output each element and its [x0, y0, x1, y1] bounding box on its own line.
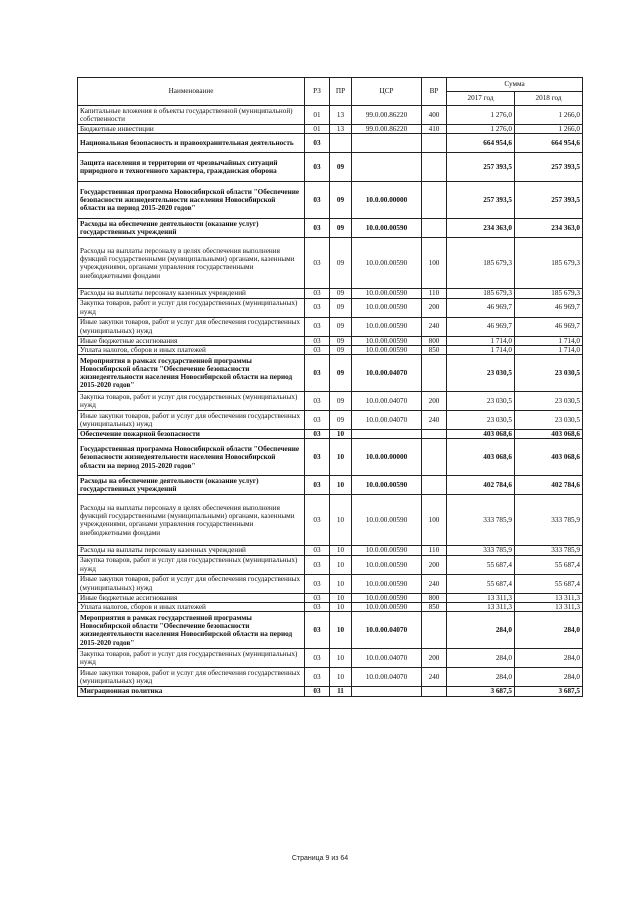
table-row: [78, 574, 583, 593]
row-vr: [422, 182, 447, 219]
row-sum-2018: 55 687,4: [515, 555, 583, 574]
row-sum-2018: 664 954,6: [515, 134, 583, 153]
row-name: Иные закупки товаров, работ и услуг для обеспечения государственных (муниципальных) нужд: [78, 574, 305, 593]
row-vr: 200: [422, 298, 447, 317]
row-sum-2017: 185 679,3: [447, 289, 515, 298]
row-vr: [422, 476, 447, 495]
row-pr: 09: [330, 289, 352, 298]
row-rz: 03: [305, 430, 330, 439]
table-row: [78, 125, 583, 134]
table-row: [78, 476, 583, 495]
row-csr: 10.0.00.00590: [352, 219, 422, 238]
row-sum-2018: 403 068,6: [515, 439, 583, 476]
row-pr: 10: [330, 555, 352, 574]
row-pr: 10: [330, 649, 352, 668]
row-vr: [422, 439, 447, 476]
row-sum-2018: 402 784,6: [515, 476, 583, 495]
row-vr: 240: [422, 668, 447, 687]
row-pr: 09: [330, 355, 352, 392]
row-name: Закупка товаров, работ и услуг для государственных (муниципальных) нужд: [78, 555, 305, 574]
header-year-2017: 2017 год: [447, 92, 515, 106]
row-sum-2018: 46 969,7: [515, 298, 583, 317]
row-name: Государственная программа Новосибирской области "Обеспечение безопасности жизнедеятельности населения Новосибирской области на период 2015-2020 годов": [78, 439, 305, 476]
table-row: [78, 134, 583, 153]
row-pr: 09: [330, 392, 352, 411]
row-rz: 03: [305, 153, 330, 182]
row-rz: 03: [305, 182, 330, 219]
row-vr: 400: [422, 106, 447, 125]
row-pr: 09: [330, 219, 352, 238]
table-row: [78, 430, 583, 439]
row-csr: 10.0.00.04070: [352, 649, 422, 668]
row-pr: 13: [330, 106, 352, 125]
row-sum-2017: 402 784,6: [447, 476, 515, 495]
header-vr: ВР: [422, 78, 447, 106]
row-rz: 03: [305, 612, 330, 649]
row-csr: [352, 134, 422, 153]
row-pr: 09: [330, 153, 352, 182]
row-pr: 13: [330, 125, 352, 134]
row-vr: 200: [422, 392, 447, 411]
row-name: Расходы на выплаты персоналу казенных учреждений: [78, 546, 305, 555]
row-sum-2017: 257 393,5: [447, 182, 515, 219]
row-pr: 09: [330, 238, 352, 289]
table-row: [78, 602, 583, 611]
row-sum-2018: 1 266,0: [515, 106, 583, 125]
page-number: Страница 9 из 64: [291, 855, 349, 862]
row-csr: 10.0.00.00590: [352, 345, 422, 354]
row-name: Уплата налогов, сборов и иных платежей: [78, 602, 305, 611]
row-vr: 800: [422, 593, 447, 602]
row-name: Национальная безопасность и правоохранительная деятельность: [78, 134, 305, 153]
table-row: [78, 495, 583, 546]
table-row: [78, 546, 583, 555]
row-name: Обеспечение пожарной безопасности: [78, 430, 305, 439]
header-name: Наименование: [78, 78, 305, 106]
row-pr: 10: [330, 668, 352, 687]
row-csr: 10.0.00.00590: [352, 574, 422, 593]
table-row: [78, 153, 583, 182]
table-row: [78, 593, 583, 602]
row-sum-2018: 55 687,4: [515, 574, 583, 593]
row-rz: 03: [305, 602, 330, 611]
row-sum-2017: 1 714,0: [447, 336, 515, 345]
row-sum-2018: 1 266,0: [515, 125, 583, 134]
row-rz: 03: [305, 439, 330, 476]
row-sum-2017: 284,0: [447, 612, 515, 649]
row-name: Иные закупки товаров, работ и услуг для обеспечения государственных (муниципальных) нужд: [78, 411, 305, 430]
row-name: Расходы на выплаты персоналу в целях обеспечения выполнения функций государственными (муниципальными) органами, казенными учреждениями, органами управления государственными внебюджетными фондами: [78, 495, 305, 546]
row-sum-2017: 1 714,0: [447, 345, 515, 354]
row-name: Защита населения и территории от чрезвычайных ситуаций природного и техногенного характера, гражданская оборона: [78, 153, 305, 182]
row-rz: 03: [305, 574, 330, 593]
row-rz: 01: [305, 125, 330, 134]
table-row: [78, 317, 583, 336]
row-vr: 100: [422, 238, 447, 289]
row-rz: 03: [305, 555, 330, 574]
row-csr: 10.0.00.00590: [352, 546, 422, 555]
row-sum-2018: 185 679,3: [515, 238, 583, 289]
row-csr: 10.0.00.04070: [352, 392, 422, 411]
row-vr: 240: [422, 574, 447, 593]
row-pr: 10: [330, 476, 352, 495]
row-sum-2017: 3 687,5: [447, 687, 515, 696]
row-sum-2018: 257 393,5: [515, 182, 583, 219]
header-csr: ЦСР: [352, 78, 422, 106]
row-rz: 03: [305, 134, 330, 153]
row-name: Государственная программа Новосибирской области "Обеспечение безопасности жизнедеятельности населения Новосибирской области на период 2015-2020 годов": [78, 182, 305, 219]
row-vr: 100: [422, 495, 447, 546]
row-rz: 03: [305, 298, 330, 317]
row-name: Мероприятия в рамках государственной программы Новосибирской области "Обеспечение безопасности жизнедеятельности населения Новосибирской области на период 2015-2020 годов": [78, 355, 305, 392]
row-name: Расходы на обеспечение деятельности (оказание услуг) государственных учреждений: [78, 219, 305, 238]
row-sum-2018: 46 969,7: [515, 317, 583, 336]
row-vr: [422, 355, 447, 392]
row-csr: 10.0.00.00590: [352, 238, 422, 289]
row-sum-2017: 13 311,3: [447, 593, 515, 602]
row-pr: 09: [330, 336, 352, 345]
row-rz: 03: [305, 593, 330, 602]
row-pr: 09: [330, 182, 352, 219]
row-sum-2017: 257 393,5: [447, 153, 515, 182]
table-row: [78, 649, 583, 668]
row-pr: 10: [330, 430, 352, 439]
row-name: Капитальные вложения в объекты государственной (муниципальной) собственности: [78, 106, 305, 125]
row-rz: 03: [305, 238, 330, 289]
row-rz: 03: [305, 476, 330, 495]
row-sum-2017: 13 311,3: [447, 602, 515, 611]
row-vr: [422, 612, 447, 649]
row-vr: 410: [422, 125, 447, 134]
row-sum-2017: 55 687,4: [447, 555, 515, 574]
row-pr: 09: [330, 298, 352, 317]
table-row: [78, 298, 583, 317]
row-sum-2017: 403 068,6: [447, 439, 515, 476]
row-vr: [422, 687, 447, 696]
row-rz: 03: [305, 355, 330, 392]
row-name: Уплата налогов, сборов и иных платежей: [78, 345, 305, 354]
header-rz: РЗ: [305, 78, 330, 106]
budget-sheet: [77, 77, 582, 697]
row-name: Расходы на обеспечение деятельности (оказание услуг) государственных учреждений: [78, 476, 305, 495]
row-vr: 850: [422, 345, 447, 354]
row-pr: 10: [330, 495, 352, 546]
row-rz: 03: [305, 219, 330, 238]
row-csr: 10.0.00.04070: [352, 668, 422, 687]
row-pr: 09: [330, 411, 352, 430]
row-sum-2018: 1 714,0: [515, 345, 583, 354]
table-row: [78, 106, 583, 125]
row-sum-2018: 13 311,3: [515, 593, 583, 602]
row-name: Иные закупки товаров, работ и услуг для обеспечения государственных (муниципальных) нужд: [78, 668, 305, 687]
row-name: Миграционная политика: [78, 687, 305, 696]
table-header: [78, 78, 583, 106]
row-csr: 99.0.00.86220: [352, 125, 422, 134]
row-csr: 10.0.00.00590: [352, 555, 422, 574]
row-sum-2017: 1 276,0: [447, 125, 515, 134]
row-sum-2017: 333 785,9: [447, 495, 515, 546]
row-pr: 10: [330, 612, 352, 649]
row-csr: 10.0.00.00590: [352, 602, 422, 611]
table-row: [78, 182, 583, 219]
row-rz: 03: [305, 495, 330, 546]
budget-table: [77, 77, 583, 697]
row-pr: 09: [330, 345, 352, 354]
row-csr: 10.0.00.00590: [352, 593, 422, 602]
row-sum-2018: 13 311,3: [515, 602, 583, 611]
row-sum-2018: 23 030,5: [515, 355, 583, 392]
row-csr: 10.0.00.00590: [352, 298, 422, 317]
row-vr: 240: [422, 411, 447, 430]
row-sum-2017: 1 276,0: [447, 106, 515, 125]
row-sum-2018: 234 363,0: [515, 219, 583, 238]
row-name: Иные закупки товаров, работ и услуг для обеспечения государственных (муниципальных) нужд: [78, 317, 305, 336]
table-row: [78, 345, 583, 354]
row-sum-2017: 284,0: [447, 668, 515, 687]
row-vr: [422, 153, 447, 182]
row-pr: [330, 134, 352, 153]
table-row: [78, 555, 583, 574]
table-row: [78, 289, 583, 298]
row-csr: 10.0.00.00590: [352, 317, 422, 336]
row-vr: 110: [422, 546, 447, 555]
header-year-2018: 2018 год: [515, 92, 583, 106]
row-sum-2018: 23 030,5: [515, 392, 583, 411]
row-sum-2017: 46 969,7: [447, 317, 515, 336]
row-sum-2018: 284,0: [515, 649, 583, 668]
row-csr: 10.0.00.00590: [352, 289, 422, 298]
row-name: Закупка товаров, работ и услуг для государственных (муниципальных) нужд: [78, 649, 305, 668]
row-sum-2017: 333 785,9: [447, 546, 515, 555]
table-row: [78, 411, 583, 430]
row-name: Иные бюджетные ассигнования: [78, 593, 305, 602]
row-rz: 03: [305, 411, 330, 430]
table-row: [78, 238, 583, 289]
row-pr: 10: [330, 593, 352, 602]
row-name: Мероприятия в рамках государственной программы Новосибирской области "Обеспечение безопасности жизнедеятельности населения Новосибирской области на период 2015-2020 годов": [78, 612, 305, 649]
row-name: Расходы на выплаты персоналу в целях обеспечения выполнения функций государственными (муниципальными) органами, казенными учреждениями, органами управления государственными внебюджетными фондами: [78, 238, 305, 289]
row-rz: 03: [305, 317, 330, 336]
row-csr: 10.0.00.00000: [352, 439, 422, 476]
row-sum-2018: 333 785,9: [515, 495, 583, 546]
row-csr: 10.0.00.00590: [352, 476, 422, 495]
table-row: [78, 219, 583, 238]
row-rz: 03: [305, 649, 330, 668]
row-name: Расходы на выплаты персоналу казенных учреждений: [78, 289, 305, 298]
row-vr: [422, 219, 447, 238]
row-csr: [352, 430, 422, 439]
row-sum-2017: 46 969,7: [447, 298, 515, 317]
row-sum-2018: 333 785,9: [515, 546, 583, 555]
row-rz: 03: [305, 668, 330, 687]
row-sum-2017: 23 030,5: [447, 355, 515, 392]
row-sum-2018: 257 393,5: [515, 153, 583, 182]
row-pr: 11: [330, 687, 352, 696]
table-row: [78, 687, 583, 696]
table-body: [78, 106, 583, 697]
row-sum-2017: 234 363,0: [447, 219, 515, 238]
row-sum-2018: 284,0: [515, 612, 583, 649]
table-row: [78, 392, 583, 411]
row-vr: [422, 134, 447, 153]
row-rz: 03: [305, 687, 330, 696]
table-row: [78, 668, 583, 687]
row-csr: 10.0.00.04070: [352, 355, 422, 392]
row-csr: 10.0.00.00590: [352, 336, 422, 345]
row-name: Иные бюджетные ассигнования: [78, 336, 305, 345]
row-pr: 10: [330, 602, 352, 611]
row-rz: 03: [305, 392, 330, 411]
row-name: Закупка товаров, работ и услуг для государственных (муниципальных) нужд: [78, 298, 305, 317]
table-row: [78, 336, 583, 345]
row-sum-2018: 23 030,5: [515, 411, 583, 430]
row-name: Бюджетные инвестиции: [78, 125, 305, 134]
row-vr: 110: [422, 289, 447, 298]
row-pr: 10: [330, 546, 352, 555]
table-row: [78, 439, 583, 476]
table-row: [78, 355, 583, 392]
row-sum-2018: 1 714,0: [515, 336, 583, 345]
row-rz: 03: [305, 336, 330, 345]
row-sum-2017: 664 954,6: [447, 134, 515, 153]
header-pr: ПР: [330, 78, 352, 106]
table-row: [78, 612, 583, 649]
row-vr: 850: [422, 602, 447, 611]
row-vr: 200: [422, 649, 447, 668]
row-name: Закупка товаров, работ и услуг для государственных (муниципальных) нужд: [78, 392, 305, 411]
row-rz: 03: [305, 546, 330, 555]
row-sum-2017: 55 687,4: [447, 574, 515, 593]
row-sum-2017: 23 030,5: [447, 392, 515, 411]
row-rz: 01: [305, 106, 330, 125]
row-sum-2018: 185 679,3: [515, 289, 583, 298]
row-sum-2017: 403 068,6: [447, 430, 515, 439]
row-rz: 03: [305, 345, 330, 354]
row-csr: 10.0.00.00590: [352, 495, 422, 546]
row-csr: 10.0.00.00000: [352, 182, 422, 219]
row-rz: 03: [305, 289, 330, 298]
row-sum-2018: 284,0: [515, 668, 583, 687]
row-csr: 99.0.00.86220: [352, 106, 422, 125]
header-sum: Сумма: [447, 78, 583, 92]
row-csr: [352, 687, 422, 696]
row-vr: 240: [422, 317, 447, 336]
row-vr: 800: [422, 336, 447, 345]
row-sum-2018: 3 687,5: [515, 687, 583, 696]
row-csr: 10.0.00.04070: [352, 411, 422, 430]
row-vr: [422, 430, 447, 439]
row-sum-2017: 284,0: [447, 649, 515, 668]
row-pr: 09: [330, 317, 352, 336]
row-vr: 200: [422, 555, 447, 574]
row-csr: [352, 153, 422, 182]
row-csr: 10.0.00.04070: [352, 612, 422, 649]
row-sum-2018: 403 068,6: [515, 430, 583, 439]
row-sum-2017: 185 679,3: [447, 238, 515, 289]
row-sum-2017: 23 030,5: [447, 411, 515, 430]
row-pr: 10: [330, 439, 352, 476]
row-pr: 10: [330, 574, 352, 593]
